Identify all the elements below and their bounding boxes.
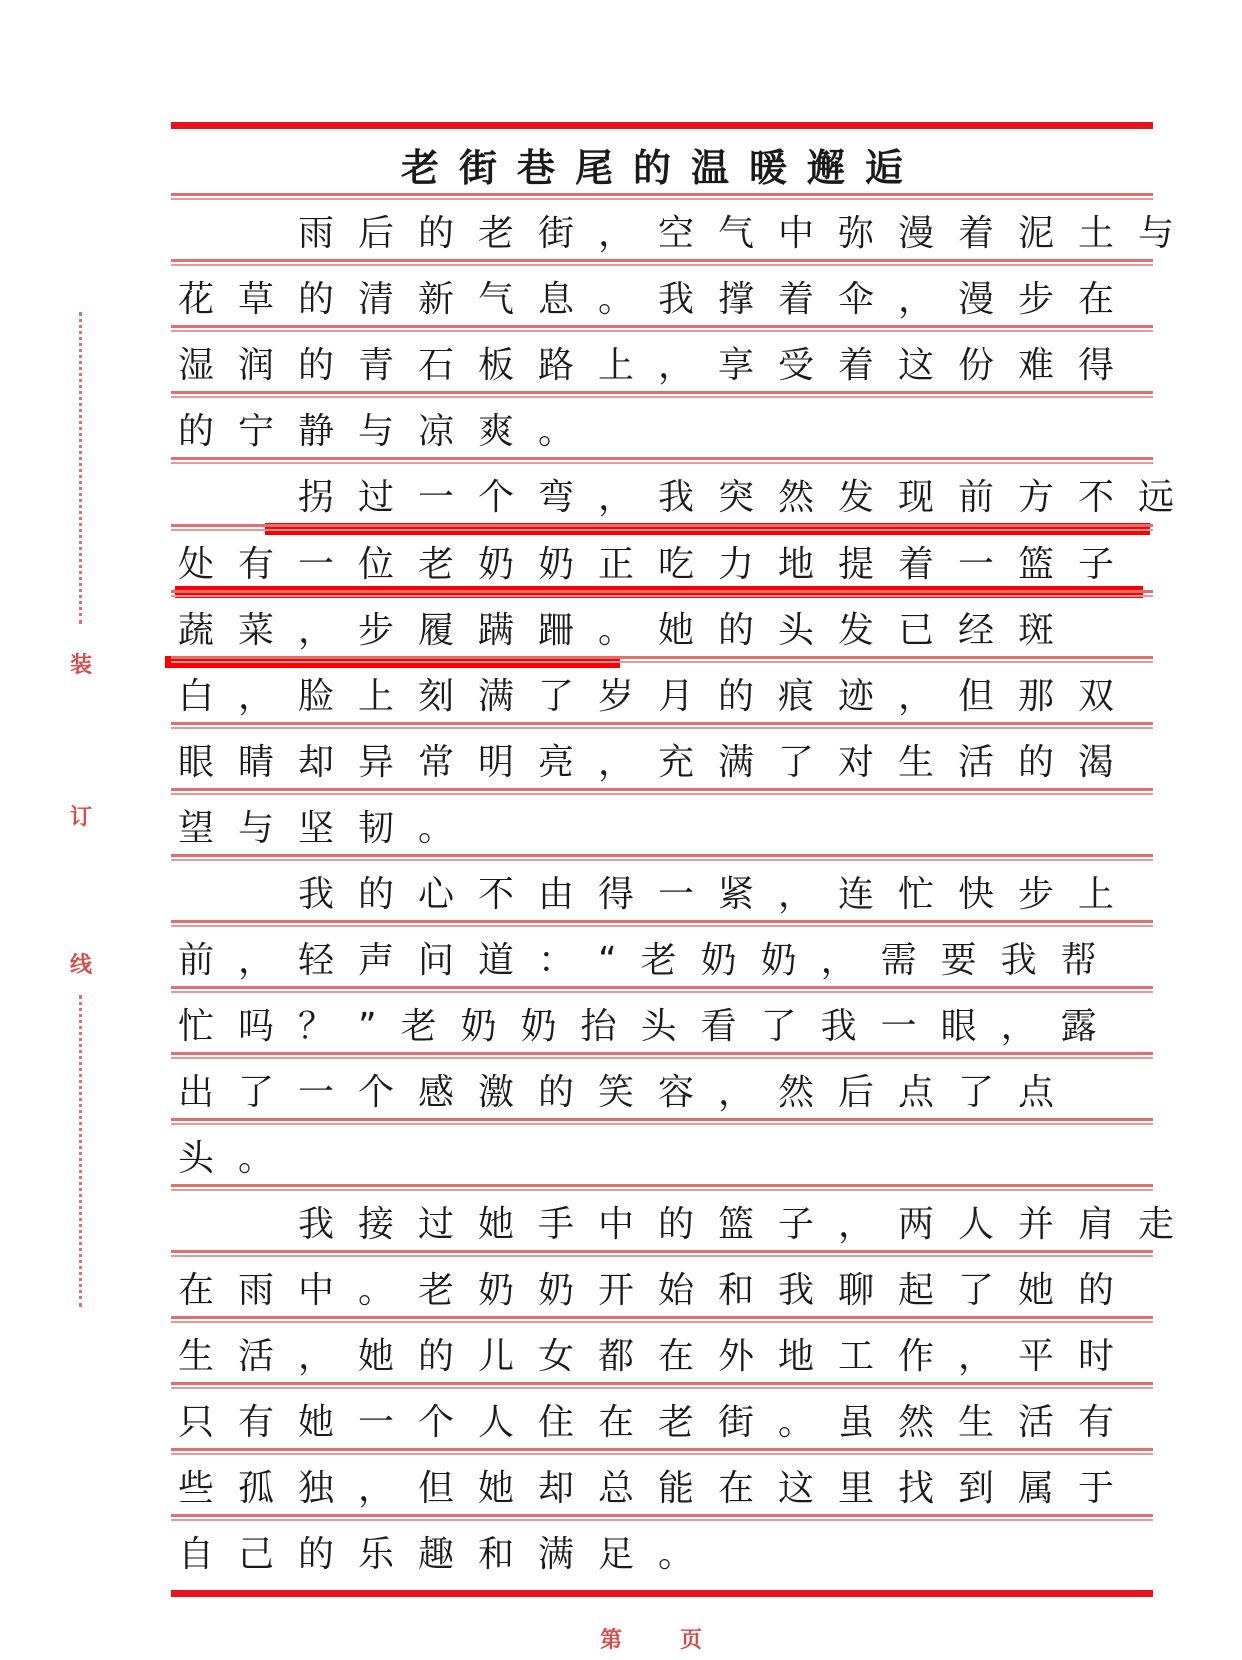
ruled-line bbox=[171, 391, 1153, 398]
text-line: 自己的乐趣和满足。 bbox=[178, 1533, 719, 1575]
binding-dotted-line-bottom bbox=[79, 995, 82, 1307]
text-line: 湿润的青石板路上，享受着这份难得 bbox=[178, 344, 1139, 386]
ruled-line bbox=[171, 722, 1153, 729]
top-thick-rule bbox=[171, 122, 1153, 129]
ruled-line bbox=[171, 986, 1153, 993]
ruled-line bbox=[171, 457, 1153, 464]
binding-char-ding: 订 bbox=[69, 804, 92, 830]
footer-di: 第 bbox=[600, 1627, 623, 1653]
ruled-line bbox=[171, 1118, 1153, 1125]
text-line: 头。 bbox=[178, 1137, 299, 1179]
binding-dotted-line-top bbox=[79, 312, 82, 624]
ruled-line bbox=[171, 193, 1153, 200]
text-line: 忙吗？”老奶奶抬头看了我一眼，露 bbox=[178, 1005, 1121, 1047]
ruled-line bbox=[171, 854, 1153, 861]
page-footer bbox=[600, 1623, 702, 1654]
binding-char-zhuang: 装 bbox=[69, 652, 92, 678]
text-line: 生活，她的儿女都在外地工作，平时 bbox=[178, 1335, 1139, 1377]
text-line: 花草的清新气息。我撑着伞，漫步在 bbox=[178, 278, 1139, 320]
text-line: 我的心不由得一紧，连忙快步上 bbox=[178, 873, 1139, 915]
text-line: 拐过一个弯，我突然发现前方不远 bbox=[178, 476, 1199, 518]
ruled-line bbox=[171, 920, 1153, 927]
text-line: 望与坚韧。 bbox=[178, 807, 479, 849]
footer-ye: 页 bbox=[680, 1627, 703, 1653]
ruled-line bbox=[171, 1250, 1153, 1257]
ruled-line bbox=[171, 1382, 1153, 1389]
ruled-line bbox=[171, 1448, 1153, 1455]
text-line: 眼睛却异常明亮，充满了对生活的渴 bbox=[178, 741, 1139, 783]
text-line: 我接过她手中的篮子，两人并肩走 bbox=[178, 1203, 1199, 1245]
binding-char-xian: 线 bbox=[69, 952, 92, 978]
ruled-line bbox=[171, 788, 1153, 795]
bottom-thick-rule bbox=[171, 1590, 1153, 1597]
text-line: 出了一个感激的笑容，然后点了点 bbox=[178, 1071, 1079, 1113]
ruled-line bbox=[171, 590, 1153, 597]
text-line: 蔬菜，步履蹒跚。她的头发已经斑 bbox=[178, 609, 1079, 651]
ruled-line bbox=[171, 524, 1153, 531]
ruled-line bbox=[171, 1316, 1153, 1323]
text-line: 白，脸上刻满了岁月的痕迹，但那双 bbox=[178, 675, 1139, 717]
text-line: 在雨中。老奶奶开始和我聊起了她的 bbox=[178, 1269, 1139, 1311]
ruled-line bbox=[171, 1184, 1153, 1191]
text-line: 的宁静与凉爽。 bbox=[178, 410, 599, 452]
document-title: 老街巷尾的温暖邂逅 bbox=[400, 145, 923, 190]
text-line: 处有一位老奶奶正吃力地提着一篮子 bbox=[178, 543, 1139, 585]
text-line: 前，轻声问道：“老奶奶，需要我帮 bbox=[178, 939, 1121, 981]
text-line: 只有她一个人住在老街。虽然生活有 bbox=[178, 1401, 1139, 1443]
ruled-line bbox=[171, 656, 1153, 663]
ruled-line bbox=[171, 259, 1153, 266]
ruled-line bbox=[171, 1514, 1153, 1521]
text-line: 雨后的老街，空气中弥漫着泥土与 bbox=[178, 212, 1199, 254]
ruled-line bbox=[171, 1052, 1153, 1059]
ruled-line bbox=[171, 325, 1153, 332]
text-line: 些孤独，但她却总能在这里找到属于 bbox=[178, 1467, 1139, 1509]
